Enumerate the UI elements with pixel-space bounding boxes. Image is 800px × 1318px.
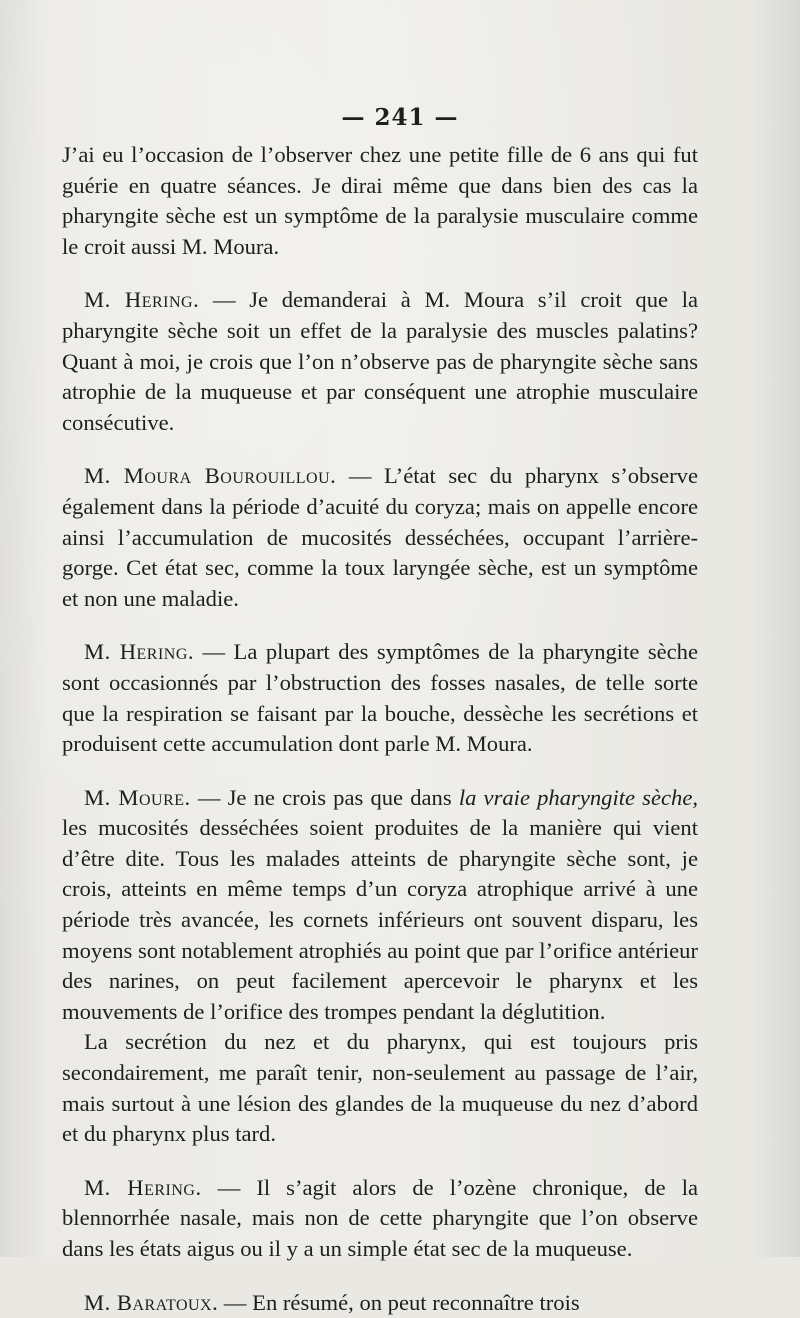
paragraph-text: les mucosités desséchées soient produites de la manière qui vient d’être dite. Tous les malades atteints de pharyngite sèche sont, je crois, atteints en même temps d’un coryza atrophique arrivé à une période très avancée, les cornets inférieurs ont souvent disparu, les moyens sont notablement atrophiés au point que par l’orifice antérieur des narines, on peut facilement apercevoir le pharynx et les mouvements de l’orifice des trompes pendant la déglutition. (62, 815, 698, 1024)
paragraph-text: — Je ne crois pas que dans (190, 784, 459, 810)
italic-term: la vraie pharyngite sèche, (458, 784, 699, 810)
paragraph-text: — Il s’agit alors de l’ozène chronique, de la blennorrhée nasale, mais non de cette pharyngite que l’on observe dans les états aigus ou il y a un simple état sec de la muqueuse. (62, 1174, 698, 1261)
paragraph-text: — Je demanderai à M. Moura s’il croit que la pharyngite sèche soit un effet de la paralysie des muscles palatins? Quant à moi, je crois que l’on n’observe pas de pharyngite sèche sans atrophie de la muqueuse et par conséquent une atrophie musculaire consécutive. (62, 287, 699, 435)
paragraph-2 (62, 285, 698, 438)
speaker-name: M. Baratoux. (84, 1289, 219, 1315)
speaker-name: M. Hering. (84, 1174, 202, 1200)
speaker-name: M. Moura Bourouillou. (84, 463, 337, 489)
paragraph-text: — En résumé, on peut reconnaître trois (218, 1289, 580, 1315)
page-number: — 241 — (341, 104, 459, 131)
paragraph-7 (62, 1173, 698, 1265)
paragraph-1 (62, 140, 698, 262)
speaker-name: M. Hering. (84, 287, 200, 313)
speaker-name: M. Moure. (84, 784, 191, 810)
paragraph-text: — La plupart des symptômes de la pharyngite sèche sont occasionnés par l’obstruction des fosses nasales, de telle sorte que la respiration se faisant par la bouche, dessèche les secrétions et produisent cette accumulation dont parle M. Moura. (62, 639, 699, 757)
paragraph-3 (62, 461, 698, 614)
paragraph-4 (62, 637, 698, 759)
paragraph-text: J’ai eu l’occasion de l’observer chez une petite fille de 6 ans qui fut guérie en quatre séances. Je dirai même que dans bien des cas la pharyngite sèche est un symptôme de la paralysie musculaire comme le croit aussi M. Moura. (62, 142, 698, 259)
paragraph-text: — L’état sec du pharynx s’observe également dans la période d’acuité du coryza; mais on appelle encore ainsi l’accumulation de mucosités desséchées, occupant l’arrière-gorge. Cet état sec, comme la toux laryngée sèche, est un symptôme et non une maladie. (62, 463, 698, 611)
paragraph-text: La secrétion du nez et du pharynx, qui est toujours pris secondairement, me paraît tenir, non-seulement au passage de l’air, mais surtout à une lésion des glandes de la muqueuse du nez d’abord et du pharynx plus tard. (62, 1029, 698, 1147)
speaker-name: M. Hering. (84, 639, 195, 665)
paragraph-5 (62, 783, 698, 1028)
paragraph-8 (62, 1288, 698, 1318)
paragraph-6 (62, 1027, 698, 1149)
body-text (62, 140, 698, 1318)
